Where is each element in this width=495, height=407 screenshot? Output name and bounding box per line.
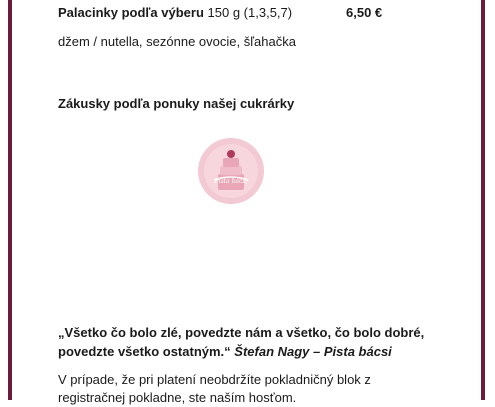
- menu-item: [58, 5, 388, 20]
- menu-item-name: Palacinky podľa výberu: [58, 5, 204, 20]
- receipt-note: V prípade, že pri platení neobdržíte pokladničný blok z registračnej pokladne, ste naším hosťom.: [58, 372, 371, 405]
- menu-item-price: 6,50 €: [346, 5, 383, 20]
- quote-text: „Všetko čo bolo zlé, povedzte nám a všetko, čo bolo dobré, povedzte všetko ostatným.“: [58, 325, 425, 359]
- page-border-right: [481, 0, 485, 400]
- logo-text: Pista bácsi: [214, 178, 248, 185]
- bakery-logo: [196, 136, 266, 206]
- desserts-heading: Zákusky podľa ponuky našej cukrárky: [58, 96, 295, 111]
- quote-author: Štefan Nagy – Pista bácsi: [234, 344, 392, 359]
- quote-block: [58, 323, 438, 361]
- menu-item-description: džem / nutella, sezónne ovocie, šľahačka: [58, 34, 296, 49]
- menu-item-weight: 150 g (1,3,5,7): [207, 5, 293, 20]
- page-border-left: [8, 0, 12, 400]
